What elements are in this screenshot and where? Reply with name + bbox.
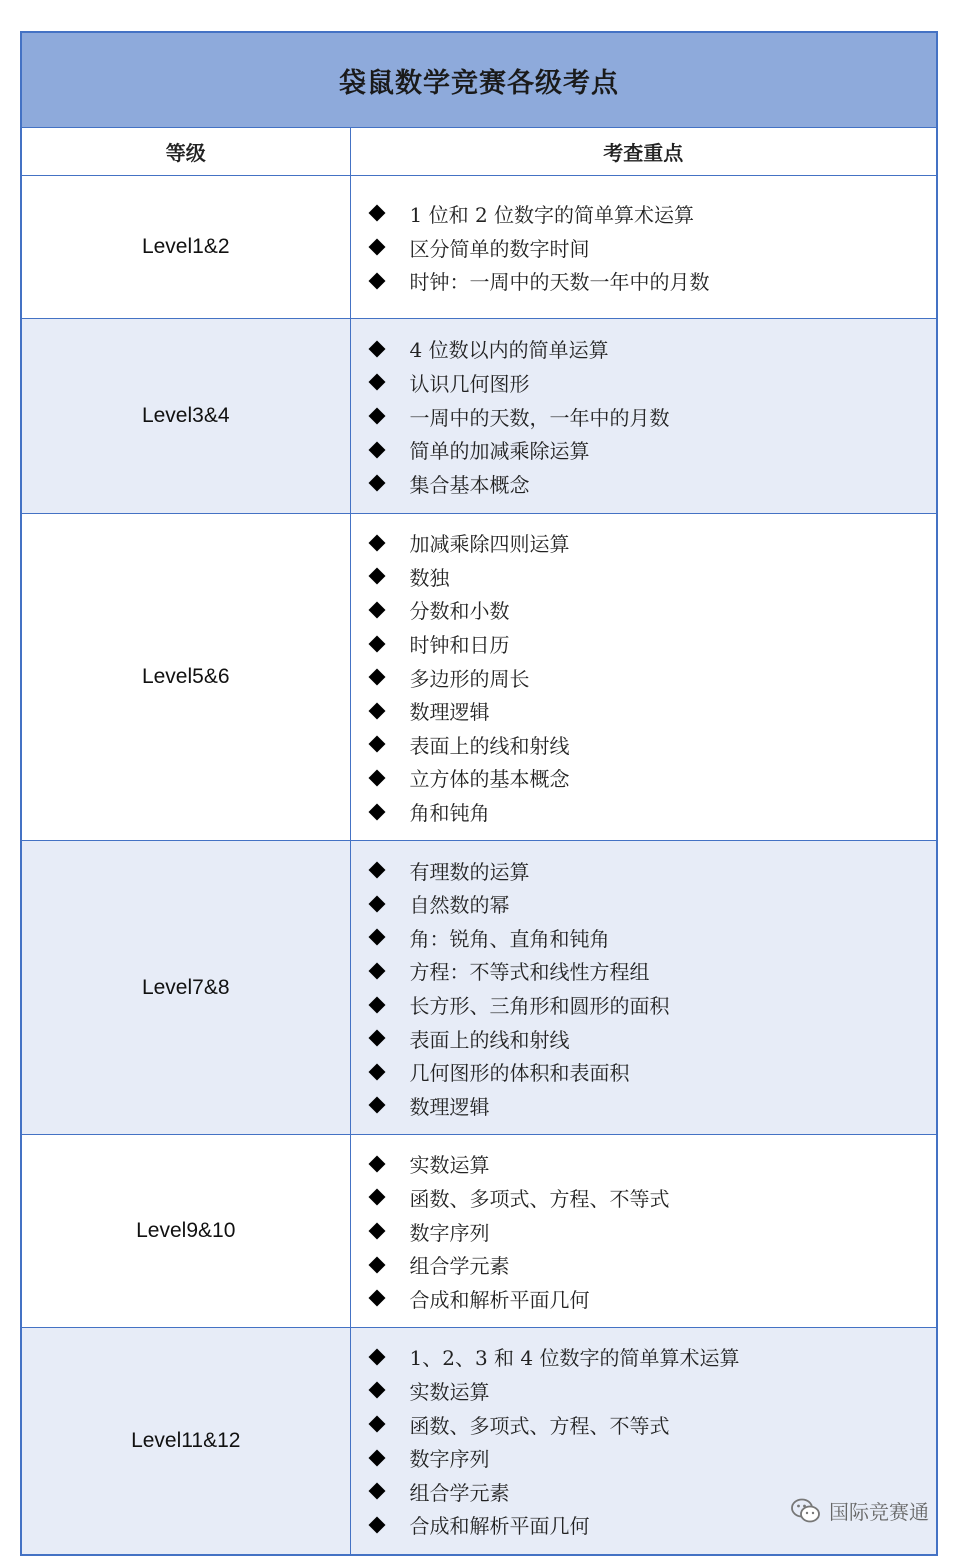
diamond-bullet-icon: [368, 895, 385, 912]
list-item-text: 简单的加减乘除运算: [409, 439, 590, 464]
list-item: [365, 366, 937, 400]
list-item-text: 组合学元素: [409, 1480, 510, 1505]
diamond-bullet-icon: [368, 408, 385, 425]
list-item-text: 认识几何图形: [409, 371, 530, 396]
list-item-text: 组合学元素: [409, 1254, 510, 1279]
points-list: [351, 1135, 937, 1327]
diamond-bullet-icon: [368, 1382, 385, 1399]
list-item: [365, 466, 937, 500]
diamond-bullet-icon: [368, 239, 385, 256]
list-item: [365, 853, 937, 887]
list-item-text: 函数、多项式、方程、不等式: [409, 1413, 670, 1438]
level-cell: Level7&8: [22, 841, 350, 1135]
diamond-bullet-icon: [368, 1256, 385, 1273]
list-item: [365, 1147, 937, 1181]
list-item: [365, 1407, 937, 1441]
list-item-text: 立方体的基本概念: [409, 767, 570, 792]
list-item: [365, 1089, 937, 1123]
list-item: [365, 988, 937, 1022]
list-item-text: 角：锐角、直角和钝角: [409, 926, 610, 951]
points-list: [351, 841, 937, 1134]
list-item: [365, 1055, 937, 1089]
list-item: [365, 399, 937, 433]
list-item-text: 加减乘除四则运算: [409, 532, 570, 557]
list-item: [365, 230, 937, 264]
wechat-icon: [791, 1498, 821, 1524]
diamond-bullet-icon: [368, 769, 385, 786]
header-row: [22, 128, 936, 176]
diamond-bullet-icon: [368, 962, 385, 979]
list-item: [365, 1214, 937, 1248]
points-list: [351, 320, 937, 512]
list-item: [365, 728, 937, 762]
list-item: [365, 526, 937, 560]
diamond-bullet-icon: [368, 1416, 385, 1433]
topics-table-container: [20, 31, 938, 1556]
list-item-text: 方程：不等式和线性方程组: [409, 960, 650, 985]
table-title: 袋鼠数学竞赛各级考点: [339, 67, 619, 99]
diamond-bullet-icon: [368, 1290, 385, 1307]
list-item: [365, 1374, 937, 1408]
list-item: [365, 1441, 937, 1475]
diamond-bullet-icon: [368, 534, 385, 551]
points-cell: [350, 1135, 936, 1328]
diamond-bullet-icon: [368, 1030, 385, 1047]
diamond-bullet-icon: [368, 1097, 385, 1114]
list-item-text: 合成和解析平面几何: [409, 1287, 590, 1312]
level-cell: Level1&2: [22, 176, 350, 319]
header-points: 考查重点: [350, 128, 936, 176]
diamond-bullet-icon: [368, 475, 385, 492]
table-title-bar: [22, 33, 936, 128]
list-item-text: 4 位数以内的简单运算: [409, 338, 609, 363]
list-item-text: 几何图形的体积和表面积: [409, 1061, 630, 1086]
watermark: [791, 1496, 929, 1525]
points-cell: [350, 319, 936, 514]
diamond-bullet-icon: [368, 568, 385, 585]
list-item-text: 数独: [409, 565, 450, 590]
level-cell: Level9&10: [22, 1135, 350, 1328]
diamond-bullet-icon: [368, 1449, 385, 1466]
list-item-text: 区分简单的数字时间: [409, 236, 590, 261]
diamond-bullet-icon: [368, 1483, 385, 1500]
list-item-text: 1、2、3 和 4 位数字的简单算术运算: [409, 1346, 740, 1371]
diamond-bullet-icon: [368, 736, 385, 753]
diamond-bullet-icon: [368, 1155, 385, 1172]
list-item-text: 时钟和日历: [409, 633, 510, 658]
list-item-text: 表面上的线和射线: [409, 1027, 570, 1052]
points-list: [351, 185, 937, 310]
diamond-bullet-icon: [368, 272, 385, 289]
list-item-text: 函数、多项式、方程、不等式: [409, 1186, 670, 1211]
list-item: [365, 954, 937, 988]
list-item-text: 数字序列: [409, 1220, 490, 1245]
list-item-text: 合成和解析平面几何: [409, 1514, 590, 1539]
table-row: [22, 319, 936, 514]
list-item: [365, 627, 937, 661]
list-item: [365, 887, 937, 921]
points-list: [351, 514, 937, 840]
diamond-bullet-icon: [368, 862, 385, 879]
list-item-text: 有理数的运算: [409, 859, 530, 884]
header-level: 等级: [22, 128, 350, 176]
diamond-bullet-icon: [368, 1348, 385, 1365]
list-item-text: 多边形的周长: [409, 666, 530, 691]
level-cell: Level5&6: [22, 514, 350, 841]
diamond-bullet-icon: [368, 702, 385, 719]
watermark-text: 国际竞赛通: [829, 1500, 929, 1524]
list-item: [365, 197, 937, 231]
diamond-bullet-icon: [368, 205, 385, 222]
diamond-bullet-icon: [368, 929, 385, 946]
list-item: [365, 264, 937, 298]
list-item-text: 一周中的天数，一年中的月数: [409, 405, 670, 430]
list-item-text: 1 位和 2 位数字的简单算术运算: [409, 202, 695, 227]
list-item: [365, 332, 937, 366]
list-item-text: 实数运算: [409, 1379, 490, 1404]
table-row: [22, 514, 936, 841]
list-item-text: 长方形、三角形和圆形的面积: [409, 994, 670, 1019]
list-item: [365, 761, 937, 795]
list-item-text: 表面上的线和射线: [409, 733, 570, 758]
table-row: [22, 176, 936, 319]
table-row: [22, 841, 936, 1135]
list-item: [365, 433, 937, 467]
list-item: [365, 1021, 937, 1055]
diamond-bullet-icon: [368, 340, 385, 357]
diamond-bullet-icon: [368, 601, 385, 618]
points-cell: [350, 176, 936, 319]
list-item: [365, 921, 937, 955]
list-item: [365, 795, 937, 829]
diamond-bullet-icon: [368, 1189, 385, 1206]
list-item: [365, 1181, 937, 1215]
list-item: [365, 1281, 937, 1315]
list-item: [365, 593, 937, 627]
diamond-bullet-icon: [368, 669, 385, 686]
diamond-bullet-icon: [368, 441, 385, 458]
level-cell: Level3&4: [22, 319, 350, 514]
diamond-bullet-icon: [368, 374, 385, 391]
list-item-text: 数理逻辑: [409, 1094, 490, 1119]
list-item-text: 角和钝角: [409, 801, 490, 826]
level-cell: Level11&12: [22, 1328, 350, 1554]
list-item-text: 分数和小数: [409, 599, 510, 624]
diamond-bullet-icon: [368, 1063, 385, 1080]
list-item: [365, 694, 937, 728]
topics-table: [22, 128, 936, 1554]
table-row: [22, 1135, 936, 1328]
list-item-text: 数理逻辑: [409, 700, 490, 725]
diamond-bullet-icon: [368, 996, 385, 1013]
points-cell: [350, 841, 936, 1135]
diamond-bullet-icon: [368, 803, 385, 820]
list-item: [365, 560, 937, 594]
list-item: [365, 660, 937, 694]
list-item-text: 自然数的幂: [409, 893, 510, 918]
list-item-text: 实数运算: [409, 1153, 490, 1178]
list-item-text: 时钟：一周中的天数一年中的月数: [409, 270, 710, 295]
diamond-bullet-icon: [368, 1516, 385, 1533]
list-item-text: 集合基本概念: [409, 472, 530, 497]
points-cell: [350, 514, 936, 841]
list-item: [365, 1340, 937, 1374]
diamond-bullet-icon: [368, 1223, 385, 1240]
list-item-text: 数字序列: [409, 1447, 490, 1472]
list-item: [365, 1248, 937, 1282]
diamond-bullet-icon: [368, 635, 385, 652]
